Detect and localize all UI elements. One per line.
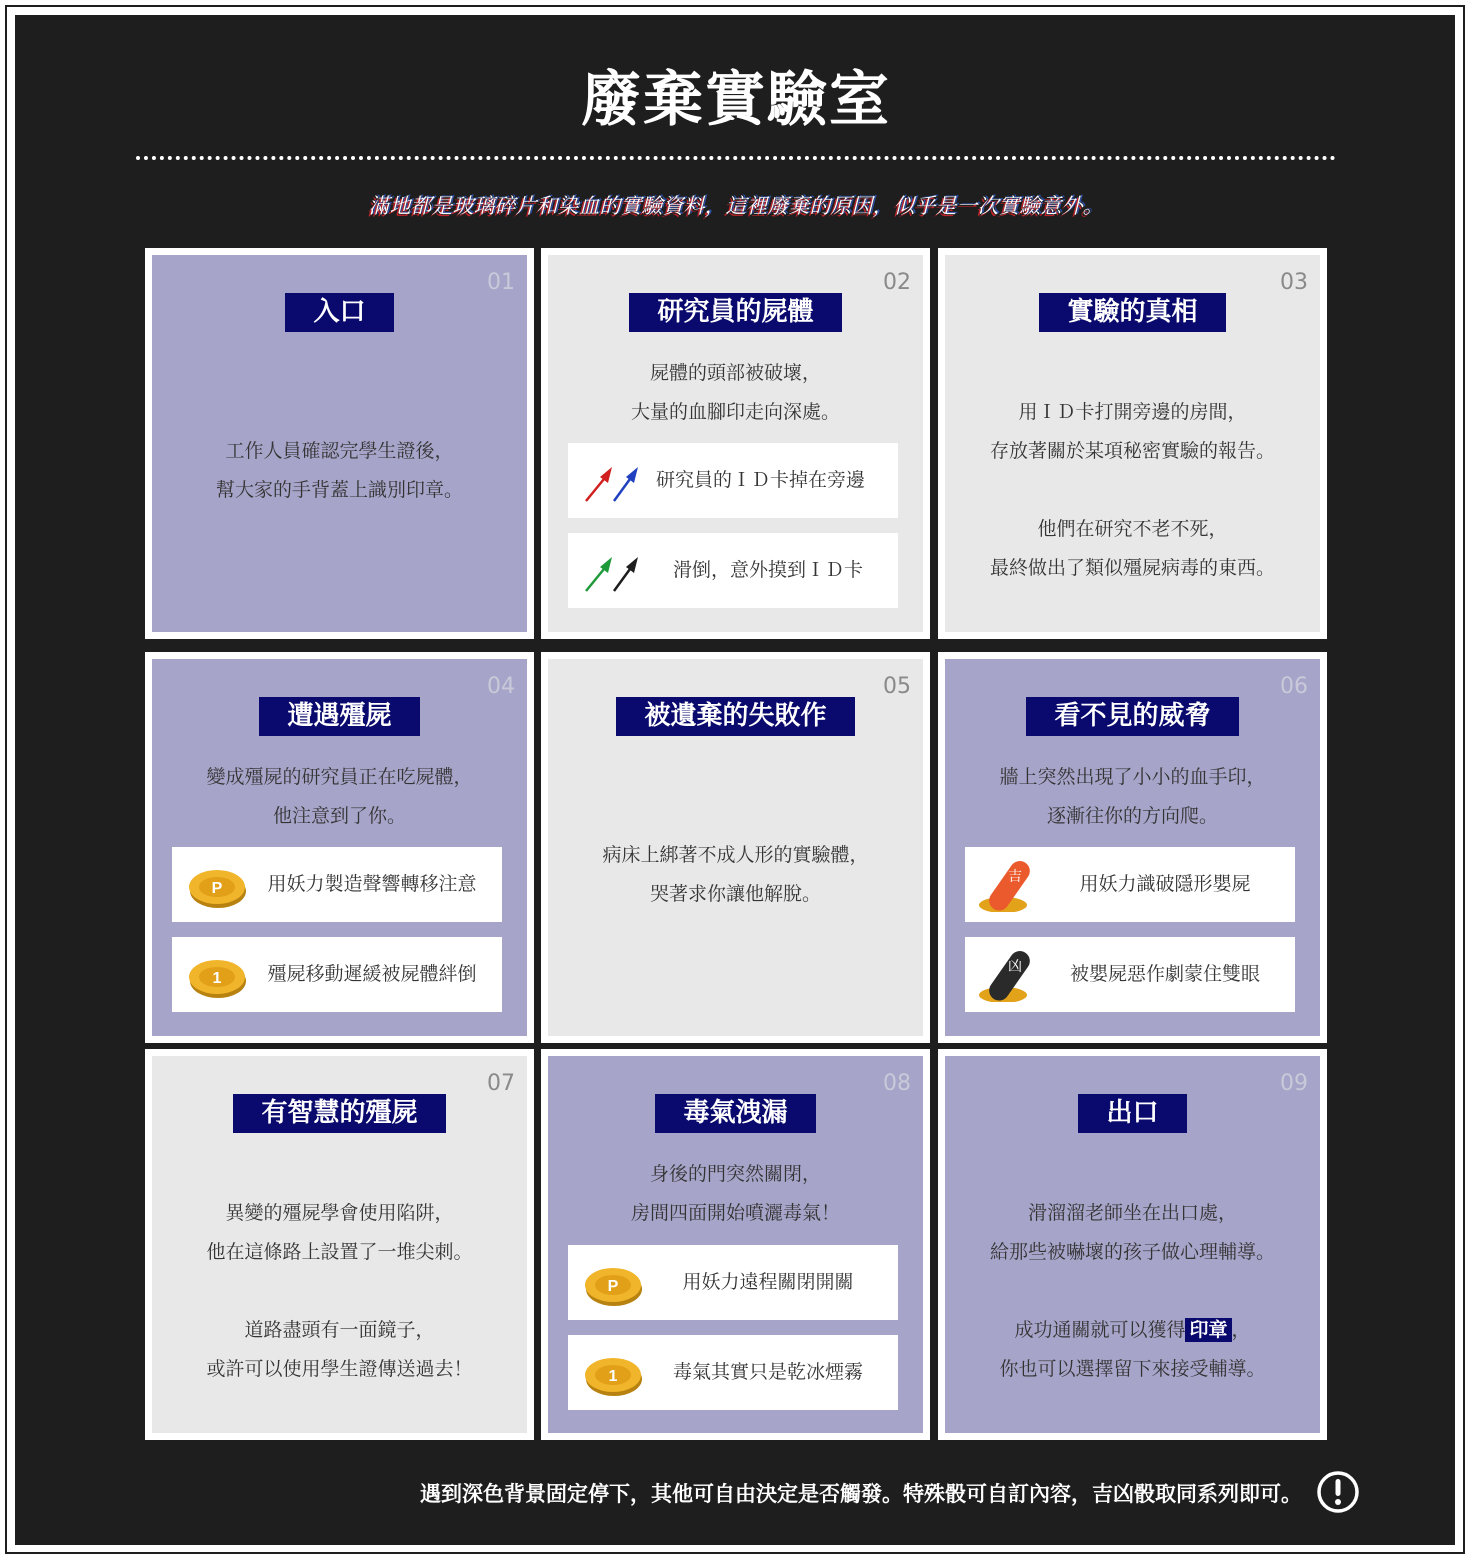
cell-03 bbox=[938, 248, 1327, 639]
cell-06 bbox=[938, 652, 1327, 1043]
cell-text: 異變的殭屍學會使用陷阱， bbox=[225, 1202, 454, 1224]
cell-text: 牆上突然出現了小小的血手印， bbox=[999, 766, 1266, 788]
option-box[interactable] bbox=[568, 1245, 898, 1320]
option-label: 用妖力製造聲響轉移注意 bbox=[267, 873, 477, 895]
gold-coin-1-icon bbox=[578, 1345, 644, 1400]
gold-coin-1-icon bbox=[182, 947, 248, 1002]
stamp-highlight: 印章 bbox=[1185, 1318, 1231, 1342]
cell-07 bbox=[145, 1049, 534, 1440]
cell-text: 道路盡頭有一面鏡子， bbox=[244, 1319, 435, 1341]
cell-text: 哭著求你讓他解脫。 bbox=[649, 883, 821, 905]
cell-number: 03 bbox=[1280, 270, 1308, 295]
cell-number: 04 bbox=[487, 674, 515, 699]
cell-text: 病床上綁著不成人形的實驗體， bbox=[602, 844, 869, 866]
cell-title: 有智慧的殭屍 bbox=[233, 1094, 445, 1133]
option-box[interactable] bbox=[965, 847, 1295, 922]
svg-text:1: 1 bbox=[212, 970, 222, 987]
cell-text: 或許可以使用學生證傳送過去！ bbox=[206, 1358, 473, 1380]
cell-text: 給那些被嚇壞的孩子做心理輔導。 bbox=[989, 1241, 1275, 1263]
cell-number: 01 bbox=[487, 270, 515, 295]
cell-text: 他們在研究不老不死， bbox=[1037, 518, 1228, 540]
option-label: 被嬰屍惡作劇蒙住雙眼 bbox=[1069, 963, 1260, 985]
black-unlucky-stick-icon bbox=[975, 947, 1041, 1002]
green-black-pins-icon bbox=[578, 543, 644, 598]
cell-number: 06 bbox=[1280, 674, 1308, 699]
cell-title: 看不見的威脅 bbox=[1026, 697, 1238, 736]
cell-number: 08 bbox=[883, 1071, 911, 1096]
cell-title: 研究員的屍體 bbox=[629, 293, 841, 332]
cell-title: 遭遇殭屍 bbox=[259, 697, 419, 736]
cell-09 bbox=[938, 1049, 1327, 1440]
cell-text: 最終做出了類似殭屍病毒的東西。 bbox=[989, 557, 1275, 579]
dotted-divider bbox=[136, 156, 1336, 160]
svg-text:吉: 吉 bbox=[1008, 869, 1022, 885]
cell-title: 出口 bbox=[1078, 1094, 1186, 1133]
cell-number: 09 bbox=[1280, 1071, 1308, 1096]
subtitle: 滿地都是玻璃碎片和染血的實驗資料，這裡廢棄的原因，似乎是一次實驗意外。 bbox=[368, 194, 1104, 218]
cell-number: 05 bbox=[883, 674, 911, 699]
option-box[interactable] bbox=[172, 937, 502, 1012]
cell-05 bbox=[541, 652, 930, 1043]
cell-title: 被遺棄的失敗作 bbox=[616, 697, 854, 736]
cell-text: 變成殭屍的研究員正在吃屍體， bbox=[206, 766, 473, 788]
cell-text: 滑溜溜老師坐在出口處， bbox=[1027, 1202, 1237, 1224]
cell-text: 他在這條路上設置了一堆尖刺。 bbox=[206, 1241, 473, 1263]
option-label: 用妖力遠程關閉開關 bbox=[682, 1271, 854, 1293]
cell-text: 用ＩＤ卡打開旁邊的房間， bbox=[1018, 401, 1247, 423]
option-label: 用妖力識破隱形嬰屍 bbox=[1079, 873, 1251, 895]
cell-04 bbox=[145, 652, 534, 1043]
cell-text: 工作人員確認完學生證後， bbox=[225, 440, 454, 462]
gold-coin-p-icon bbox=[182, 857, 248, 912]
option-label: 毒氣其實只是乾冰煙霧 bbox=[672, 1361, 863, 1383]
option-box[interactable] bbox=[568, 1335, 898, 1410]
cell-number: 07 bbox=[487, 1071, 515, 1096]
gold-coin-p-icon bbox=[578, 1255, 644, 1310]
cell-02 bbox=[541, 248, 930, 639]
option-box[interactable] bbox=[568, 533, 898, 608]
cell-text: 身後的門突然關閉， bbox=[649, 1163, 821, 1185]
svg-text:P: P bbox=[211, 880, 223, 897]
svg-text:凶: 凶 bbox=[1008, 959, 1022, 975]
cell-text-with-stamp: 成功通關就可以獲得 印章 ， bbox=[1014, 1319, 1251, 1341]
cell-text: 你也可以選擇留下來接受輔導。 bbox=[999, 1358, 1266, 1380]
option-label: 研究員的ＩＤ卡掉在旁邊 bbox=[656, 469, 866, 491]
cell-text: 房間四面開始噴灑毒氣！ bbox=[630, 1202, 840, 1224]
option-box[interactable] bbox=[568, 443, 898, 518]
cell-text: 幫大家的手背蓋上識別印章。 bbox=[215, 479, 463, 501]
red-blue-pins-icon bbox=[578, 453, 644, 508]
cell-title: 實驗的真相 bbox=[1039, 293, 1225, 332]
option-box[interactable] bbox=[172, 847, 502, 922]
cell-01 bbox=[145, 248, 534, 639]
exclamation-circle-icon bbox=[1316, 1470, 1360, 1514]
cell-text: 他注意到了你。 bbox=[272, 805, 406, 827]
cell-text: 存放著關於某項秘密實驗的報告。 bbox=[989, 440, 1275, 462]
cell-text: 大量的血腳印走向深處。 bbox=[630, 401, 840, 423]
cell-title: 毒氣洩漏 bbox=[655, 1094, 815, 1133]
footer-note: 遇到深色背景固定停下，其他可自由決定是否觸發。特殊骰可自訂內容，吉凶骰取同系列即可。 bbox=[420, 1482, 1302, 1506]
option-label: 滑倒，意外摸到ＩＤ卡 bbox=[672, 559, 863, 581]
svg-text:P: P bbox=[607, 1278, 619, 1295]
option-label: 殭屍移動遲緩被屍體絆倒 bbox=[267, 963, 477, 985]
svg-text:1: 1 bbox=[608, 1368, 618, 1385]
cell-title: 入口 bbox=[285, 293, 393, 332]
cell-08 bbox=[541, 1049, 930, 1440]
page-title: 廢棄實驗室 bbox=[581, 65, 891, 135]
option-box[interactable] bbox=[965, 937, 1295, 1012]
cell-text: 逐漸往你的方向爬。 bbox=[1046, 805, 1218, 827]
cell-text: 屍體的頭部被破壞， bbox=[649, 362, 821, 384]
orange-lucky-stick-icon bbox=[975, 857, 1041, 912]
cell-number: 02 bbox=[883, 270, 911, 295]
